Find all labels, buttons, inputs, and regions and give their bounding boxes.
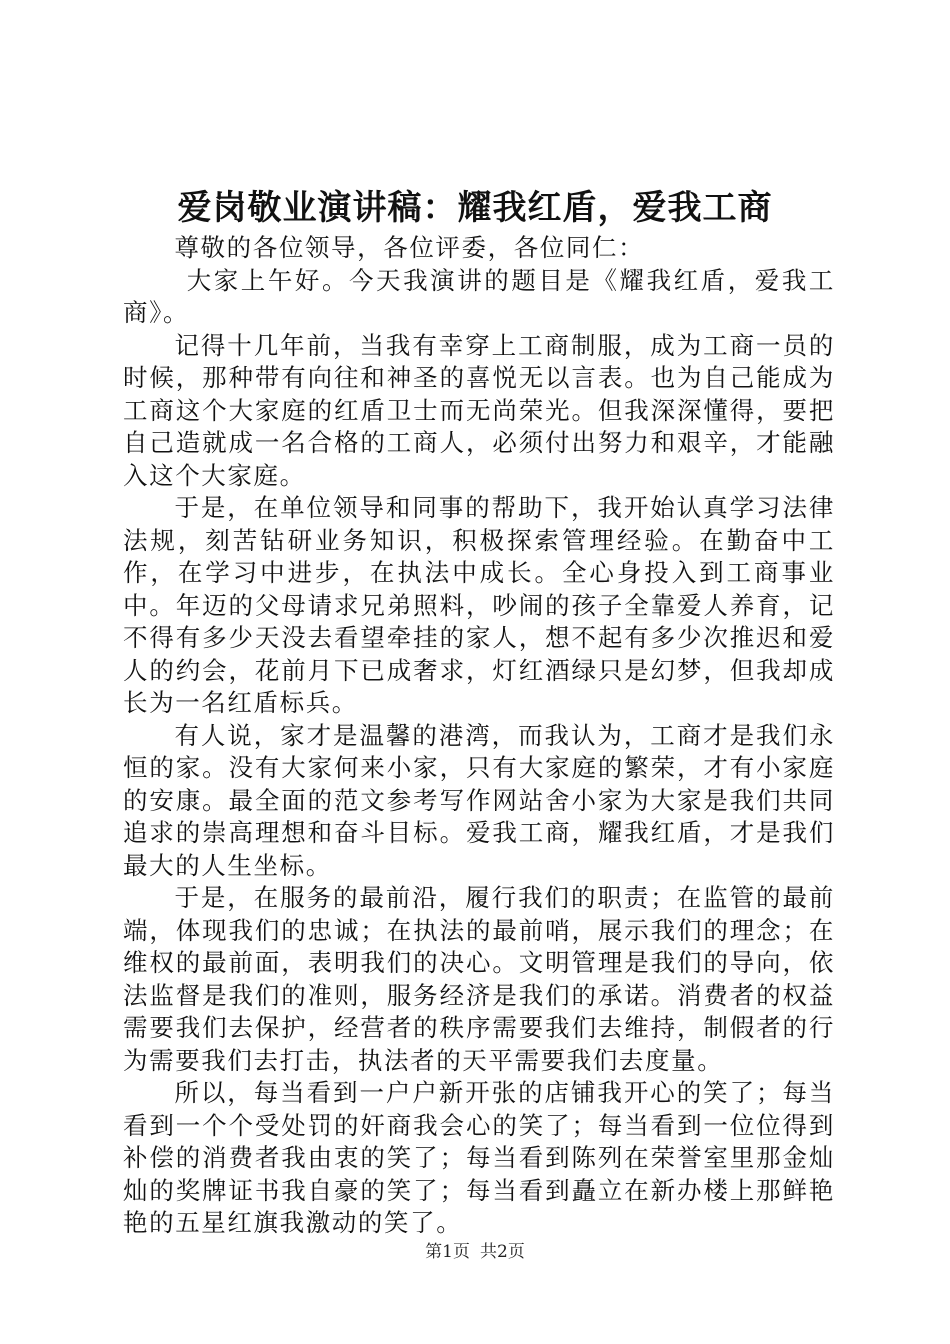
paragraph-4: 有人说，家才是温馨的港湾，而我认为，工商才是我们永恒的家。没有大家何来小家，只有大家庭的繁荣，才有小家庭的安康。最全面的范文参考写作网站舍小家为大家是我们共同追求的崇高理想和奋斗目标。爱我工商，耀我红盾，才是我们最大的人生坐标。 — [123, 720, 835, 880]
paragraph-6: 所以，每当看到一户户新开张的店铺我开心的笑了；每当看到一个个受处罚的奸商我会心的笑了；每当看到一位位得到补偿的消费者我由衷的笑了；每当看到陈列在荣誉室里那金灿灿的奖牌证书我自豪的笑了；每当看到矗立在新办楼上那鲜艳艳的五星红旗我激动的笑了。 — [123, 1078, 835, 1237]
paragraph-1: 大家上午好。今天我演讲的题目是《耀我红盾，爱我工商》。 — [123, 265, 835, 327]
page-number: 第1页 — [425, 1242, 470, 1262]
paragraph-5: 于是，在服务的最前沿，履行我们的职责；在监管的最前端，体现我们的忠诚；在执法的最前哨，展示我们的理念；在维权的最前面，表明我们的决心。文明管理是我们的导向，依法监督是我们的准则，服务经济是我们的承诺。消费者的权益需要我们去保护，经营者的秩序需要我们去维持，制假者的行为需要我们去打击，执法者的天平需要我们去度量。 — [123, 883, 835, 1075]
salutation: 尊敬的各位领导，各位评委，各位同仁： — [174, 233, 645, 262]
page-total: 共2页 — [480, 1242, 525, 1262]
paragraph-2: 记得十几年前，当我有幸穿上工商制服，成为工商一员的时候，那种带有向往和神圣的喜悦无以言表。也为自己能成为工商这个大家庭的红盾卫士而无尚荣光。但我深深懂得，要把自己造就成一名合格的工商人，必须付出努力和艰辛，才能融入这个大家庭。 — [123, 330, 835, 490]
document-body — [123, 232, 835, 1240]
document-title: 爱岗敬业演讲稿：耀我红盾，爱我工商 — [177, 188, 773, 228]
page-footer — [0, 1240, 950, 1264]
paragraph-3: 于是，在单位领导和同事的帮助下，我开始认真学习法律法规，刻苦钻研业务知识，积极探索管理经验。在勤奋中工作，在学习中进步，在执法中成长。全心身投入到工商事业中。年迈的父母请求兄弟照料，吵闹的孩子全靠爱人养育，记不得有多少天没去看望牵挂的家人，想不起有多少次推迟和爱人的约会，花前月下已成奢求，灯红酒绿只是幻梦，但我却成长为一名红盾标兵。 — [123, 493, 835, 717]
